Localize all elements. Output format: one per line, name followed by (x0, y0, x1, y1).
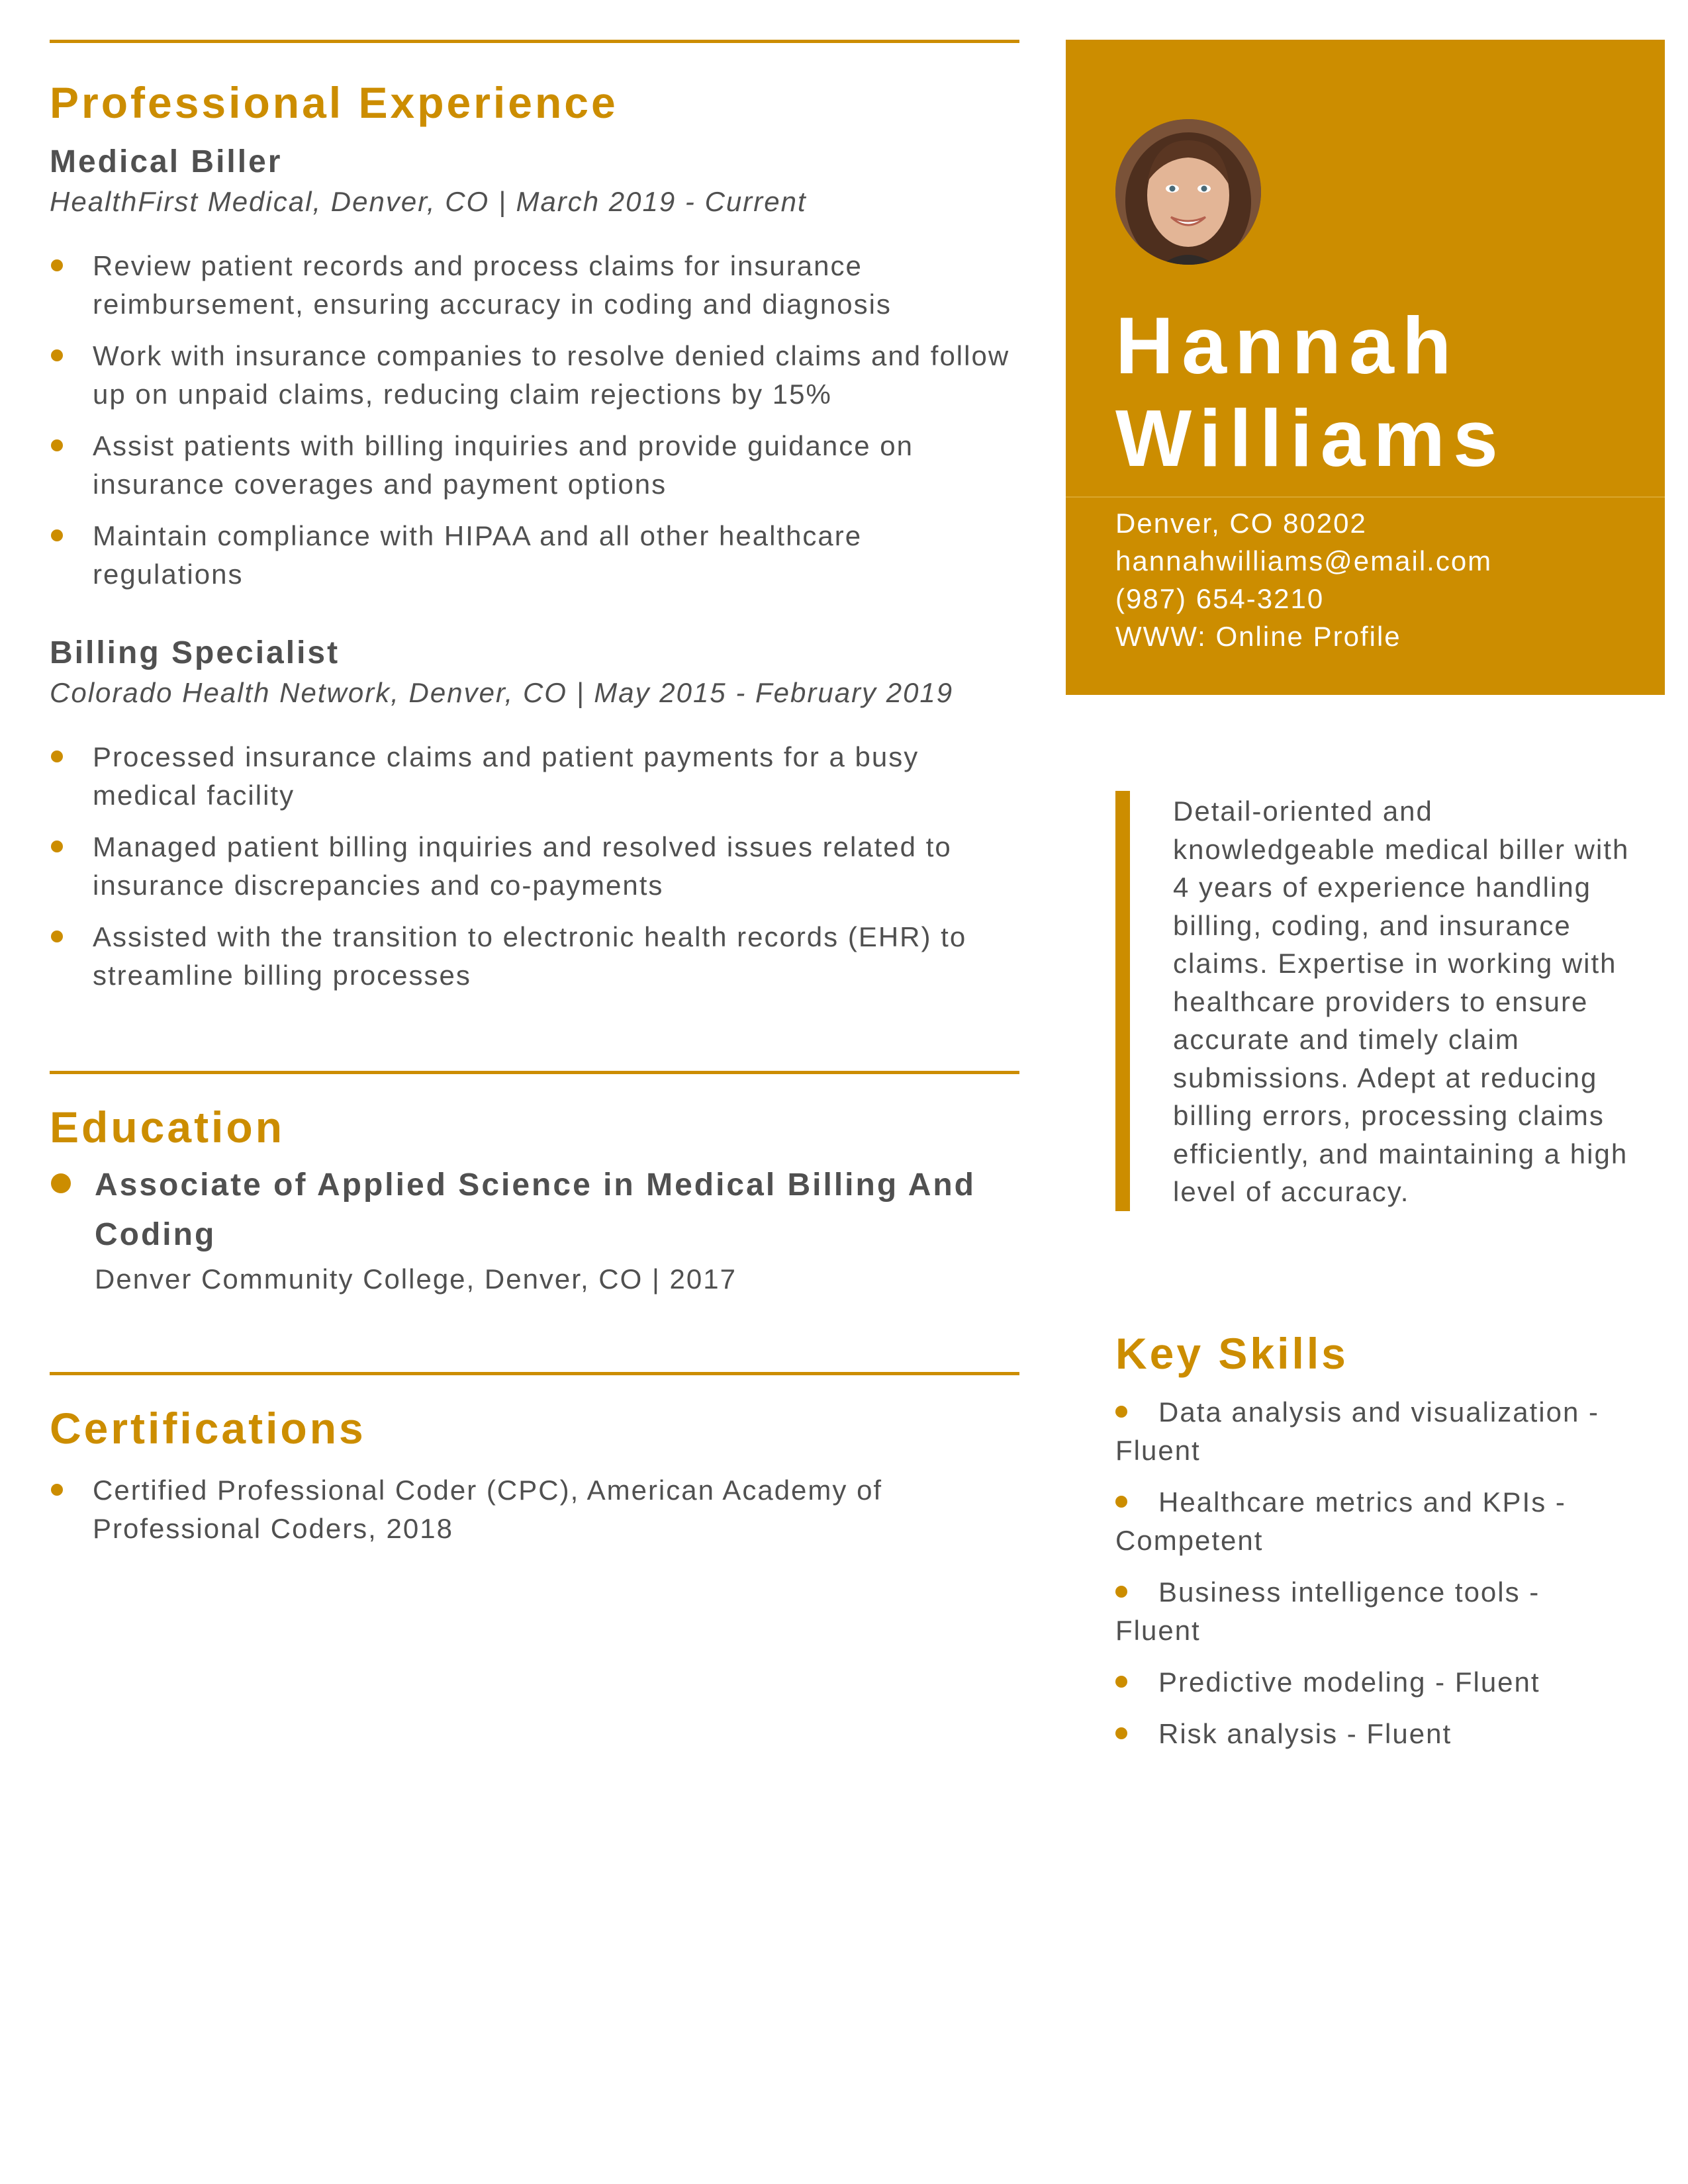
profile-website-link[interactable]: WWW: Online Profile (1115, 621, 1401, 652)
profile-header (1066, 40, 1665, 695)
job-title: Medical Biller (50, 144, 283, 179)
bullet-icon (1115, 1676, 1127, 1688)
job-bullet-list (50, 247, 1019, 594)
section-divider (50, 1071, 1019, 1074)
experience-heading: Professional Experience (50, 78, 618, 127)
education-school: Denver Community College, Denver, CO | 2017 (95, 1263, 737, 1295)
job-title: Billing Specialist (50, 635, 340, 670)
job-bullet: Assisted with the transition to electronic health records (EHR) to streamline billing processes (50, 918, 1019, 995)
section-divider (50, 1372, 1019, 1375)
bullet-icon (51, 1484, 63, 1496)
skill-item: Predictive modeling - Fluent (1115, 1663, 1632, 1702)
job-company: HealthFirst Medical (50, 186, 313, 217)
job-bullet: Maintain compliance with HIPAA and all other healthcare regulations (50, 517, 1019, 594)
skills-heading: Key Skills (1115, 1329, 1348, 1378)
summary-text: Detail-oriented and knowledgeable medical biller with 4 years of experience handling billing, coding, and insurance claims. Expertise in working with healthcare providers to ensure accurate and timely claim submissions. Adept at reducing billing errors, processing claims efficiently, and maintaining a high level of accuracy. (1173, 796, 1630, 1207)
bullet-icon (1115, 1496, 1127, 1508)
job-location-dates: , Denver, CO | March 2019 - Current (312, 186, 807, 217)
job-location-dates: , Denver, CO | May 2015 - February 2019 (391, 677, 954, 708)
profile-phone: (987) 654-3210 (1115, 583, 1325, 614)
job-company: Colorado Health Network (50, 677, 391, 708)
job-bullet: Processed insurance claims and patient payments for a busy medical facility (50, 738, 1019, 815)
skill-item: Business intelligence tools - Fluent (1115, 1576, 1540, 1646)
education-degree: Associate of Applied Science in Medical Billing And Coding (95, 1167, 976, 1252)
bullet-icon (51, 349, 63, 361)
skill-item: Data analysis and visualization - Fluent (1115, 1396, 1599, 1466)
bullet-icon (1115, 1586, 1127, 1598)
avatar (1115, 119, 1261, 265)
education-heading: Education (50, 1103, 285, 1152)
bullet-icon (51, 841, 63, 852)
section-divider (50, 40, 1019, 43)
bullet-icon (51, 439, 63, 451)
job-meta (50, 182, 1019, 222)
job-entry (50, 142, 1019, 594)
job-bullet: Review patient records and process claims for insurance reimbursement, ensuring accuracy in coding and diagnosis (50, 247, 1019, 324)
skills-list (1115, 1393, 1632, 1753)
certifications-list (50, 1471, 1019, 1548)
profile-location: Denver, CO 80202 (1115, 508, 1367, 539)
certifications-heading: Certifications (50, 1404, 366, 1453)
profile-last-name: Williams (1115, 393, 1506, 483)
bullet-icon (51, 751, 63, 762)
bullet-icon (1115, 1406, 1127, 1418)
job-bullet-list (50, 738, 1019, 995)
skill-item: Risk analysis - Fluent (1115, 1715, 1632, 1753)
professional-summary (1115, 791, 1632, 1211)
left-column (50, 40, 1019, 1561)
education-entry (50, 1160, 1019, 1299)
job-entry (50, 633, 1019, 995)
job-bullet: Work with insurance companies to resolve denied claims and follow up on unpaid claims, reducing claim rejections by 15% (50, 337, 1019, 414)
profile-email[interactable]: hannahwilliams@email.com (1115, 545, 1493, 576)
bullet-icon (51, 259, 63, 271)
bullet-icon (51, 529, 63, 541)
profile-first-name: Hannah (1115, 300, 1460, 390)
job-bullet: Assist patients with billing inquiries and provide guidance on insurance coverages and payment options (50, 427, 1019, 504)
job-bullet: Managed patient billing inquiries and resolved issues related to insurance discrepancies and co-payments (50, 828, 1019, 905)
skill-item: Healthcare metrics and KPIs - Competent (1115, 1486, 1566, 1556)
skills-section (1115, 1327, 1632, 1766)
header-divider (1066, 496, 1665, 498)
bullet-icon (51, 931, 63, 942)
avatar-photo-icon (1115, 119, 1261, 265)
bullet-icon (51, 1173, 71, 1193)
certification-item: Certified Professional Coder (CPC), American Academy of Professional Coders, 2018 (50, 1471, 1019, 1548)
bullet-icon (1115, 1727, 1127, 1739)
job-meta (50, 673, 1019, 713)
